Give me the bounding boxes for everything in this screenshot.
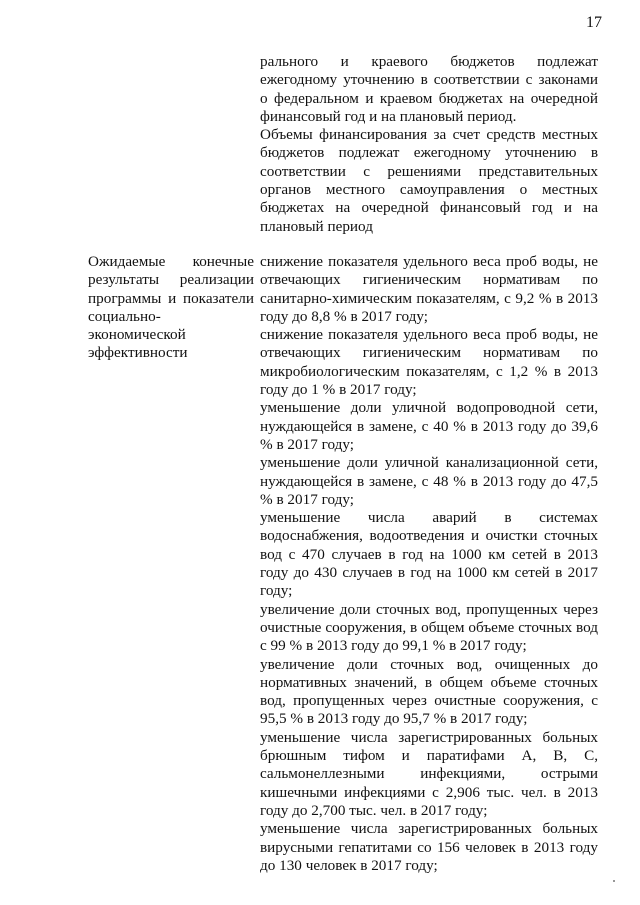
result-item: снижение показателя удельного веса проб воды, не отвечающих гигиеническим нормативам по санитарно-химическим показателям, с 9,2 % в 2013 году до 8,8 % в 2017 году; (260, 253, 598, 325)
result-item: снижение показателя удельного веса проб воды, не отвечающих гигиеническим нормативам по микробиологическим показателям, с 1,2 % в 2013 году до 1 % в 2017 году; (260, 326, 598, 399)
funding-paragraph: рального и краевого бюджетов подлежат ежегодному уточнению в соответствии с законами о федеральном и краевом бюджетах на очередной финансовый год и на плановый период. (260, 53, 598, 125)
result-item: уменьшение доли уличной канализационной сети, нуждающейся в замене, с 48 % в 2013 году до 47,5 % в 2017 году; (260, 454, 598, 508)
expected-results-label: Ожидаемые конечные результаты реализации программы и показатели социально-экономической эффективности (88, 253, 254, 362)
page-number: 17 (586, 14, 602, 31)
expected-results-list (260, 253, 598, 875)
result-item: уменьшение числа аварий в системах водоснабжения, водоотведения и очистки сточных вод с 470 случаев в год на 1000 км сетей в 2013 году до 430 случаев в год на 1000 км сетей в 2017 году; (260, 509, 598, 600)
result-item: увеличение доли сточных вод, очищенных до нормативных значений, в общем объеме сточных вод, пропущенных через очистные сооружения, с 95,5 % в 2013 году до 95,7 % в 2017 году; (260, 655, 598, 728)
result-item: увеличение доли сточных вод, пропущенных через очистные сооружения, в общем объеме сточных вод с 99 % в 2013 году до 99,1 % в 2017 году; (260, 600, 598, 655)
result-item: уменьшение доли уличной водопроводной сети, нуждающейся в замене, с 40 % в 2013 году до 39,6 % в 2017 году; (260, 399, 598, 453)
funding-text-block (260, 53, 598, 236)
result-item: уменьшение числа зарегистрированных больных брюшным тифом и паратифами А, В, С, сальмонеллезными инфекциями, острыми кишечными инфекциями с 2,906 тыс. чел. в 2013 году до 2,700 тыс. чел. в 2017 году; (260, 728, 598, 819)
result-item: уменьшение числа зарегистрированных больных вирусными гепатитами со 156 человек в 2013 году до 130 человек в 2017 году; (260, 820, 598, 874)
local-funding-paragraph: Объемы финансирования за счет средств местных бюджетов подлежат ежегодному уточнению в соответствии с решениями представительных органов местного самоуправления о местных бюджетах на очередной финансовый год и на плановый период (260, 126, 598, 235)
scan-speck (613, 880, 615, 882)
